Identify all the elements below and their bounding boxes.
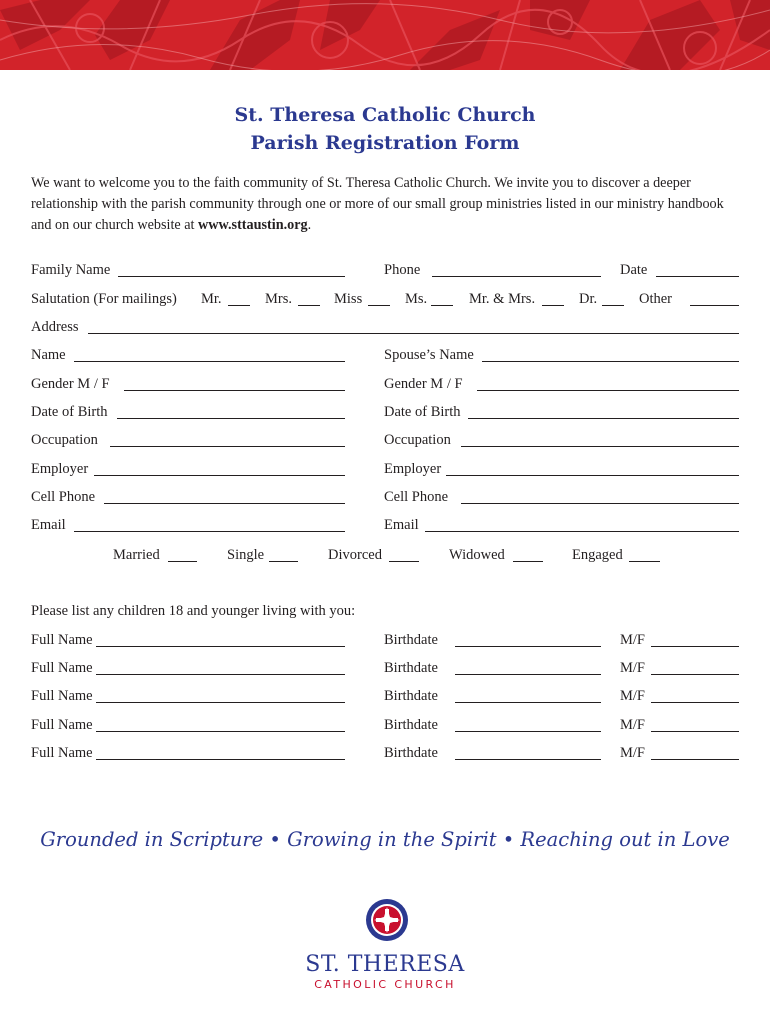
spouse-email-label: Email — [384, 517, 419, 533]
salutation-other: Other — [639, 291, 673, 307]
spouse-dob-label: Date of Birth — [384, 404, 461, 420]
name-field[interactable] — [74, 361, 345, 362]
status-divorced: Divorced — [328, 547, 382, 563]
dob-label: Date of Birth — [31, 404, 108, 420]
name-label: Name — [31, 347, 66, 363]
salutation-other-blank[interactable] — [690, 305, 739, 306]
family-name-label: Family Name — [31, 262, 111, 278]
status-engaged: Engaged — [572, 547, 623, 563]
child-mf-field[interactable] — [651, 731, 739, 732]
status-divorced-blank[interactable] — [389, 561, 419, 562]
child-birthdate-label: Birthdate — [384, 745, 438, 761]
child-birthdate-field[interactable] — [455, 674, 601, 675]
child-full-name-field[interactable] — [96, 759, 345, 760]
status-married-blank[interactable] — [168, 561, 197, 562]
salutation-dr-blank[interactable] — [602, 305, 624, 306]
status-widowed-blank[interactable] — [513, 561, 543, 562]
child-mf-field[interactable] — [651, 702, 739, 703]
motto: Grounded in Scripture • Growing in the Spirit • Reaching out in Love — [40, 828, 730, 851]
salutation-dr: Dr. — [579, 291, 598, 307]
occupation-label: Occupation — [31, 432, 98, 448]
date-field[interactable] — [656, 276, 739, 277]
child-mf-label: M/F — [620, 660, 645, 676]
logo-subtitle: CATHOLIC CHURCH — [314, 978, 456, 991]
employer-label: Employer — [31, 461, 89, 477]
child-full-name-field[interactable] — [96, 731, 345, 732]
cross-emblem-icon — [364, 897, 410, 943]
phone-label: Phone — [384, 262, 421, 278]
dob-field[interactable] — [117, 418, 345, 419]
child-mf-label: M/F — [620, 717, 645, 733]
email-field[interactable] — [74, 531, 345, 532]
website-link[interactable]: www.sttaustin.org — [198, 217, 308, 233]
spouse-occupation-field[interactable] — [461, 446, 739, 447]
spouse-email-field[interactable] — [425, 531, 739, 532]
email-label: Email — [31, 517, 66, 533]
child-birthdate-field[interactable] — [455, 702, 601, 703]
child-mf-label: M/F — [620, 688, 645, 704]
salutation-mrs: Mrs. — [265, 291, 292, 307]
spouse-name-label: Spouse’s Name — [384, 347, 474, 363]
child-mf-label: M/F — [620, 632, 645, 648]
cell-phone-label: Cell Phone — [31, 489, 96, 505]
salutation-miss-blank[interactable] — [368, 305, 390, 306]
child-full-name-label: Full Name — [31, 745, 93, 761]
salutation-mr: Mr. — [201, 291, 222, 307]
occupation-field[interactable] — [110, 446, 345, 447]
status-widowed: Widowed — [449, 547, 505, 563]
address-field[interactable] — [88, 333, 739, 334]
child-full-name-label: Full Name — [31, 688, 93, 704]
salutation-ms-blank[interactable] — [431, 305, 453, 306]
child-full-name-label: Full Name — [31, 660, 93, 676]
salutation-mrs-blank[interactable] — [298, 305, 320, 306]
child-full-name-field[interactable] — [96, 646, 345, 647]
address-label: Address — [31, 319, 79, 335]
child-full-name-label: Full Name — [31, 717, 93, 733]
stained-glass-banner — [0, 0, 770, 70]
salutation-miss: Miss — [334, 291, 363, 307]
child-mf-field[interactable] — [651, 674, 739, 675]
child-birthdate-field[interactable] — [455, 731, 601, 732]
spouse-name-field[interactable] — [482, 361, 739, 362]
spouse-gender-label: Gender M / F — [384, 376, 463, 392]
child-birthdate-field[interactable] — [455, 759, 601, 760]
spouse-employer-label: Employer — [384, 461, 442, 477]
date-label: Date — [620, 262, 648, 278]
employer-field[interactable] — [94, 475, 345, 476]
cell-phone-field[interactable] — [104, 503, 345, 504]
gender-label: Gender M / F — [31, 376, 110, 392]
spouse-cell-phone-label: Cell Phone — [384, 489, 449, 505]
intro-end: . — [307, 217, 312, 233]
child-mf-field[interactable] — [651, 646, 739, 647]
status-engaged-blank[interactable] — [629, 561, 660, 562]
status-married: Married — [113, 547, 160, 563]
child-full-name-field[interactable] — [96, 702, 345, 703]
salutation-mr-mrs: Mr. & Mrs. — [469, 291, 536, 307]
child-birthdate-label: Birthdate — [384, 717, 438, 733]
child-birthdate-label: Birthdate — [384, 688, 438, 704]
child-birthdate-label: Birthdate — [384, 632, 438, 648]
salutation-mr-mrs-blank[interactable] — [542, 305, 564, 306]
child-mf-label: M/F — [620, 745, 645, 761]
intro-text: We want to welcome you to the faith community of St. Theresa Catholic Church. We invite you to discover a deeper relationship with the parish community through one or more of our small group ministries listed in our ministry handbook and on our church website at — [31, 175, 724, 233]
status-single: Single — [227, 547, 265, 563]
child-birthdate-label: Birthdate — [384, 660, 438, 676]
spouse-dob-field[interactable] — [468, 418, 739, 419]
child-mf-field[interactable] — [651, 759, 739, 760]
salutation-label: Salutation (For mailings) — [31, 291, 177, 307]
status-single-blank[interactable] — [269, 561, 298, 562]
spouse-employer-field[interactable] — [446, 475, 739, 476]
salutation-mr-blank[interactable] — [228, 305, 250, 306]
children-heading: Please list any children 18 and younger living with you: — [31, 603, 356, 619]
child-full-name-field[interactable] — [96, 674, 345, 675]
spouse-gender-field[interactable] — [477, 390, 739, 391]
form-title-church: St. Theresa Catholic Church — [234, 104, 536, 126]
gender-field[interactable] — [124, 390, 345, 391]
family-name-field[interactable] — [118, 276, 345, 277]
child-birthdate-field[interactable] — [455, 646, 601, 647]
spouse-occupation-label: Occupation — [384, 432, 451, 448]
salutation-ms: Ms. — [405, 291, 428, 307]
child-full-name-label: Full Name — [31, 632, 93, 648]
logo-wordmark: ST. THERESA — [305, 952, 465, 977]
intro-paragraph — [31, 173, 743, 236]
form-title: Parish Registration Form — [250, 132, 520, 154]
phone-field[interactable] — [432, 276, 601, 277]
spouse-cell-phone-field[interactable] — [461, 503, 739, 504]
